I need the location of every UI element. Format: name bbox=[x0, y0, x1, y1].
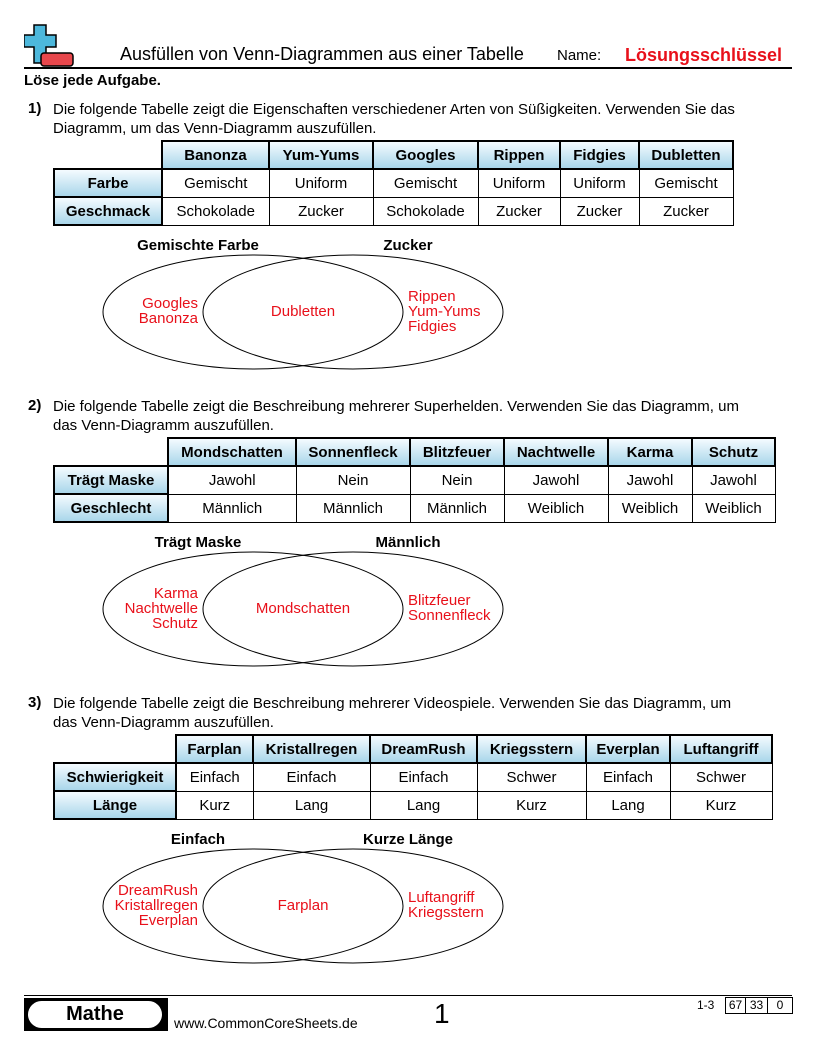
venn-region-center bbox=[203, 601, 403, 616]
table-cell: Gemischt bbox=[639, 169, 733, 197]
table-cell: Einfach bbox=[253, 763, 370, 791]
venn-item: Karma bbox=[153, 584, 198, 602]
table-corner bbox=[54, 735, 176, 763]
venn-item: Nachtwelle bbox=[124, 599, 198, 617]
column-header: Mondschatten bbox=[168, 438, 296, 466]
table-cell: Gemischt bbox=[162, 169, 269, 197]
row-header: Länge bbox=[54, 791, 176, 819]
table-cell: Zucker bbox=[478, 197, 560, 225]
brand-badge bbox=[24, 998, 168, 1031]
score-box: 0 bbox=[767, 997, 793, 1014]
column-header: Karma bbox=[608, 438, 692, 466]
problem-number: 3) bbox=[28, 694, 42, 711]
score-box: 33 bbox=[745, 997, 768, 1014]
page-title: Ausfüllen von Venn-Diagrammen aus einer Tabelle bbox=[120, 44, 524, 64]
table-cell: Zucker bbox=[639, 197, 733, 225]
venn-region-center bbox=[203, 304, 403, 319]
table-cell: Lang bbox=[370, 791, 477, 819]
venn-right-label: Männlich bbox=[375, 534, 441, 551]
data-table bbox=[53, 437, 776, 523]
score-range: 1-3 bbox=[697, 998, 715, 1012]
venn-item: DreamRush bbox=[117, 881, 198, 899]
venn-region-right bbox=[408, 593, 491, 623]
data-table bbox=[53, 734, 773, 820]
table-cell: Weiblich bbox=[608, 494, 692, 522]
footer-divider bbox=[24, 995, 792, 996]
table-cell: Nein bbox=[296, 466, 410, 494]
venn-item: Googles bbox=[142, 295, 198, 312]
table-cell: Schokolade bbox=[162, 197, 269, 225]
venn-item: Schutz bbox=[152, 614, 198, 632]
venn-region-right bbox=[408, 289, 481, 334]
instructions: Löse jede Aufgabe. bbox=[24, 72, 161, 89]
venn-region-center bbox=[203, 898, 403, 913]
venn-item: Dubletten bbox=[270, 302, 336, 320]
venn-left-label: Gemischte Farbe bbox=[137, 237, 259, 254]
logo-plus-minus-icon bbox=[24, 24, 78, 68]
venn-item: Rippen bbox=[408, 287, 456, 305]
column-header: Banonza bbox=[162, 141, 269, 169]
problem-text: Die folgende Tabelle zeigt die Beschreibung mehrerer Videospiele. Verwenden Sie das Diagramm, um das Venn-Diagramm auszufüllen. bbox=[53, 695, 732, 731]
column-header: Dubletten bbox=[639, 141, 733, 169]
row-header: Schwierigkeit bbox=[54, 763, 176, 791]
table-cell: Jawohl bbox=[504, 466, 608, 494]
table-cell: Männlich bbox=[168, 494, 296, 522]
row-header: Trägt Maske bbox=[54, 466, 168, 494]
column-header: Blitzfeuer bbox=[410, 438, 504, 466]
column-header: Sonnenfleck bbox=[296, 438, 410, 466]
table-cell: Weiblich bbox=[692, 494, 775, 522]
footer-url: www.CommonCoreSheets.de bbox=[174, 1015, 358, 1031]
venn-item: Kristallregen bbox=[114, 896, 198, 914]
page-number: 1 bbox=[434, 998, 450, 1029]
table-cell: Kurz bbox=[670, 791, 772, 819]
row-header: Geschlecht bbox=[54, 494, 168, 522]
problem-text: Die folgende Tabelle zeigt die Beschreibung mehrerer Superhelden. Verwenden Sie das Diagramm, um das Venn-Diagramm auszufüllen. bbox=[53, 398, 739, 434]
venn-item: Kriegsstern bbox=[408, 904, 484, 921]
table-cell: Lang bbox=[586, 791, 670, 819]
table-cell: Jawohl bbox=[168, 466, 296, 494]
venn-item: Blitzfeuer bbox=[408, 592, 471, 609]
problem-text: Die folgende Tabelle zeigt die Eigenschaften verschiedener Arten von Süßigkeiten. Verwenden Sie das Diagramm, um das Venn-Diagramm auszufüllen. bbox=[53, 101, 735, 137]
column-header: Rippen bbox=[478, 141, 560, 169]
column-header: Nachtwelle bbox=[504, 438, 608, 466]
header-divider bbox=[24, 67, 792, 69]
table-cell: Schokolade bbox=[373, 197, 478, 225]
table-cell: Einfach bbox=[176, 763, 253, 791]
venn-region-left bbox=[139, 296, 198, 326]
column-header: Googles bbox=[373, 141, 478, 169]
venn-item: Luftangriff bbox=[408, 889, 475, 906]
table-cell: Jawohl bbox=[692, 466, 775, 494]
name-label: Name: bbox=[557, 47, 602, 64]
score-box: 67 bbox=[725, 997, 746, 1014]
data-table bbox=[53, 140, 734, 226]
venn-right-label: Zucker bbox=[383, 237, 433, 254]
table-cell: Kurz bbox=[176, 791, 253, 819]
table-cell: Zucker bbox=[560, 197, 639, 225]
column-header: Schutz bbox=[692, 438, 775, 466]
table-row bbox=[54, 466, 775, 494]
table-cell: Schwer bbox=[477, 763, 586, 791]
venn-item: Mondschatten bbox=[255, 599, 351, 617]
table-cell: Nein bbox=[410, 466, 504, 494]
column-header: Fidgies bbox=[560, 141, 639, 169]
table-row bbox=[54, 494, 775, 522]
column-header: Yum-Yums bbox=[269, 141, 373, 169]
table-cell: Zucker bbox=[269, 197, 373, 225]
venn-item: Everplan bbox=[138, 911, 198, 929]
table-row bbox=[54, 791, 772, 819]
column-header: Farplan bbox=[176, 735, 253, 763]
column-header: Everplan bbox=[586, 735, 670, 763]
row-header: Geschmack bbox=[54, 197, 162, 225]
venn-region-left bbox=[115, 883, 198, 928]
table-corner bbox=[54, 438, 168, 466]
table-cell: Uniform bbox=[560, 169, 639, 197]
problem-number: 2) bbox=[28, 397, 42, 414]
column-header: Kriegsstern bbox=[477, 735, 586, 763]
table-cell: Männlich bbox=[410, 494, 504, 522]
venn-region-right bbox=[408, 890, 484, 920]
venn-item: Farplan bbox=[277, 896, 329, 914]
venn-left-label: Trägt Maske bbox=[154, 534, 242, 551]
brand-label: Mathe bbox=[28, 1001, 162, 1028]
row-header: Farbe bbox=[54, 169, 162, 197]
table-cell: Kurz bbox=[477, 791, 586, 819]
problem-number: 1) bbox=[28, 100, 42, 117]
column-header: Kristallregen bbox=[253, 735, 370, 763]
venn-item: Sonnenfleck bbox=[408, 607, 491, 624]
table-cell: Uniform bbox=[269, 169, 373, 197]
table-cell: Einfach bbox=[370, 763, 477, 791]
venn-item: Yum-Yums bbox=[408, 302, 481, 320]
venn-item: Fidgies bbox=[408, 317, 457, 335]
column-header: DreamRush bbox=[370, 735, 477, 763]
table-cell: Gemischt bbox=[373, 169, 478, 197]
table-cell: Uniform bbox=[478, 169, 560, 197]
name-value: Lösungsschlüssel bbox=[625, 45, 783, 65]
venn-item: Banonza bbox=[138, 310, 198, 327]
venn-left-label: Einfach bbox=[170, 831, 226, 848]
table-cell: Weiblich bbox=[504, 494, 608, 522]
table-row bbox=[54, 169, 733, 197]
venn-right-label: Kurze Länge bbox=[362, 831, 454, 848]
table-cell: Einfach bbox=[586, 763, 670, 791]
table-row bbox=[54, 763, 772, 791]
table-cell: Jawohl bbox=[608, 466, 692, 494]
table-cell: Schwer bbox=[670, 763, 772, 791]
venn-region-left bbox=[125, 586, 198, 631]
table-row bbox=[54, 197, 733, 225]
table-cell: Lang bbox=[253, 791, 370, 819]
table-cell: Männlich bbox=[296, 494, 410, 522]
table-corner bbox=[54, 141, 162, 169]
column-header: Luftangriff bbox=[670, 735, 772, 763]
